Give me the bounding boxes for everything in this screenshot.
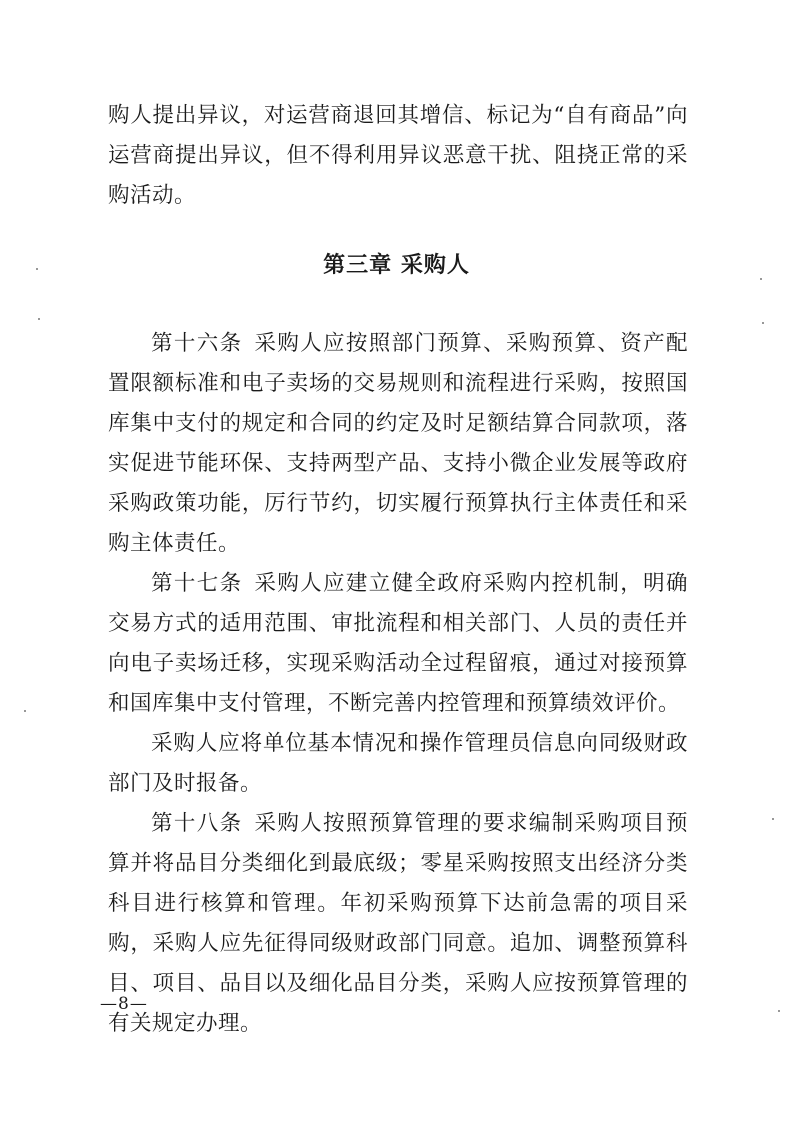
article-16-label: 第十六条 <box>151 331 243 356</box>
article-18-label: 第十八条 <box>151 811 243 836</box>
article-18-paragraph <box>108 804 688 1044</box>
scan-speck <box>24 710 26 712</box>
article-17-text: 采购人应建立健全政府采购内控机制，明确交易方式的适用范围、审批流程和相关部门、人员的责任并向电子卖场迁移，实现采购活动全过程留痕，通过对接预算和国库集中支付管理，不断完善内控管理和预算绩效评价。 <box>108 571 688 716</box>
page-number: —8— <box>100 994 148 1014</box>
scan-speck <box>760 278 762 280</box>
article-17-label: 第十七条 <box>151 571 243 596</box>
scan-speck <box>772 818 774 820</box>
articles-block <box>108 324 688 1044</box>
continuation-block <box>108 96 688 216</box>
article-17-subparagraph <box>108 724 688 804</box>
article-17-subparagraph-text: 采购人应将单位基本情况和操作管理员信息向同级财政部门及时报备。 <box>108 731 688 796</box>
article-18-text: 采购人按照预算管理的要求编制采购项目预算并将品目分类细化到最底级；零星采购按照支出经济分类科目进行核算和管理。年初采购预算下达前急需的项目采购，采购人应先征得同级财政部门同意。追加、调整预算科目、项目、品目以及细化品目分类，采购人应按预算管理的有关规定办理。 <box>108 811 688 1036</box>
scan-speck <box>778 1010 780 1012</box>
continuation-paragraph: 购人提出异议，对运营商退回其增信、标记为“自有商品”向运营商提出异议，但不得利用异议恶意干扰、阻挠正常的采购活动。 <box>108 103 688 208</box>
scan-speck <box>36 268 38 270</box>
article-17-paragraph <box>108 564 688 724</box>
scan-speck <box>38 318 40 320</box>
article-16-text: 采购人应按照部门预算、采购预算、资产配置限额标准和电子卖场的交易规则和流程进行采购，按照国库集中支付的规定和合同的约定及时足额结算合同款项，落实促进节能环保、支持两型产品、支持小微企业发展等政府采购政策功能，厉行节约，切实履行预算执行主体责任和采购主体责任。 <box>108 331 688 556</box>
scan-speck <box>762 322 764 324</box>
article-16-paragraph <box>108 324 688 564</box>
chapter-heading: 第三章 采购人 <box>323 253 470 278</box>
